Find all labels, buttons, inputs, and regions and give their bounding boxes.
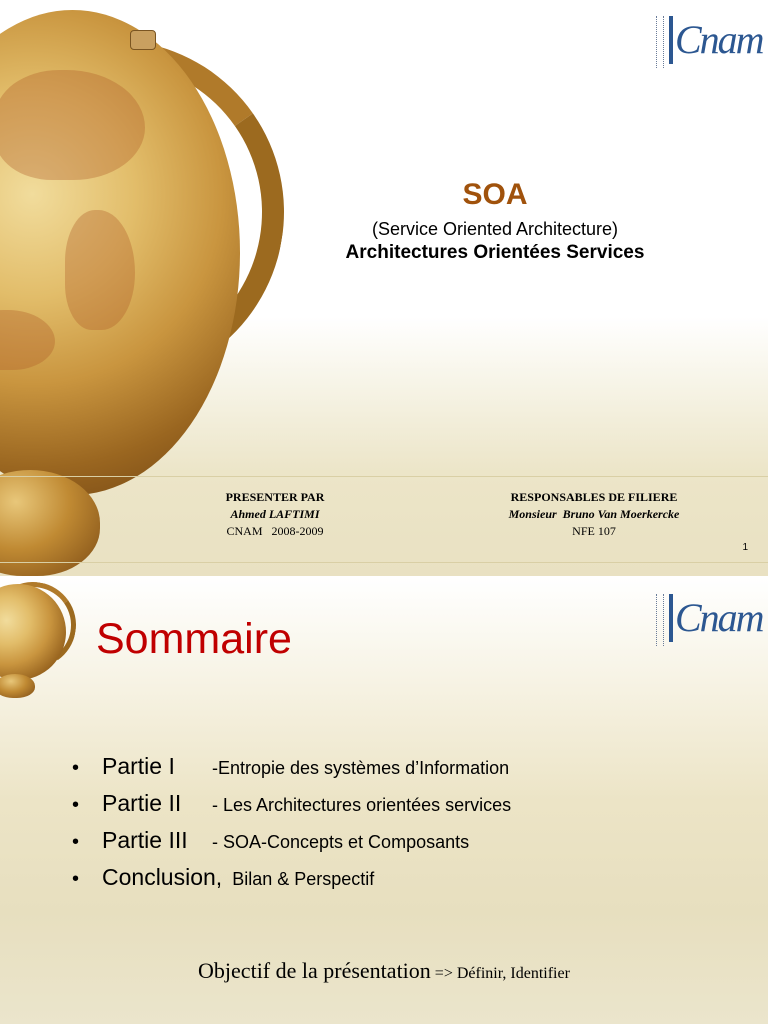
part-label: Partie III	[102, 827, 188, 853]
globe-thumbnail	[0, 578, 80, 703]
bullet-icon: •	[72, 794, 80, 816]
responsables-heading: RESPONSABLES DE FILIERE	[510, 490, 678, 504]
list-item	[72, 790, 511, 827]
part-description: -Entropie des systèmes d’Information	[212, 758, 510, 778]
bullet-icon: •	[72, 868, 80, 890]
objective-detail: Définir, Identifier	[456, 965, 570, 982]
presenter-heading: PRESENTER PAR	[225, 490, 325, 504]
cnam-logo: Cnam	[656, 594, 763, 646]
slide-subtitle: (Service Oriented Architecture)	[371, 219, 619, 239]
slide-subtitle-french: Architectures Orientées Services	[345, 242, 645, 263]
part-description: Bilan & Perspectif	[232, 869, 375, 889]
list-item	[72, 753, 511, 790]
bullet-icon: •	[72, 831, 80, 853]
list-item	[72, 864, 511, 901]
presenter-info: CNAM 2008-2009	[226, 524, 324, 538]
slide-title: SOA	[462, 178, 528, 211]
cnam-logo: Cnam	[656, 16, 763, 68]
responsables-info: NFE 107	[572, 524, 616, 538]
presenter-name: Ahmed LAFTIMI	[230, 507, 320, 521]
part-label: Partie II	[102, 790, 182, 816]
objective-arrow: =>	[434, 965, 453, 982]
bullet-icon: •	[72, 757, 80, 779]
list-item	[72, 827, 511, 864]
summary-list	[72, 753, 511, 901]
part-description: - SOA-Concepts et Composants	[212, 832, 470, 852]
presenter-block	[175, 489, 375, 540]
part-label: Conclusion,	[102, 864, 223, 890]
responsables-name: Monsieur Bruno Van Moerkercke	[508, 507, 680, 521]
objective-label: Objectif de la présentation	[198, 958, 431, 983]
globe-stand	[0, 674, 35, 698]
summary-slide	[0, 578, 768, 1024]
responsables-block	[464, 489, 724, 540]
slide-title: Sommaire	[96, 615, 292, 663]
page-number: 1	[742, 542, 748, 553]
part-label: Partie I	[102, 753, 175, 779]
globe-axis-pin	[130, 30, 156, 50]
footer-band-top-line	[0, 476, 768, 477]
objective-line	[0, 958, 768, 984]
footer-band-bottom-line	[0, 562, 768, 563]
part-description: - Les Architectures orientées services	[212, 795, 512, 815]
